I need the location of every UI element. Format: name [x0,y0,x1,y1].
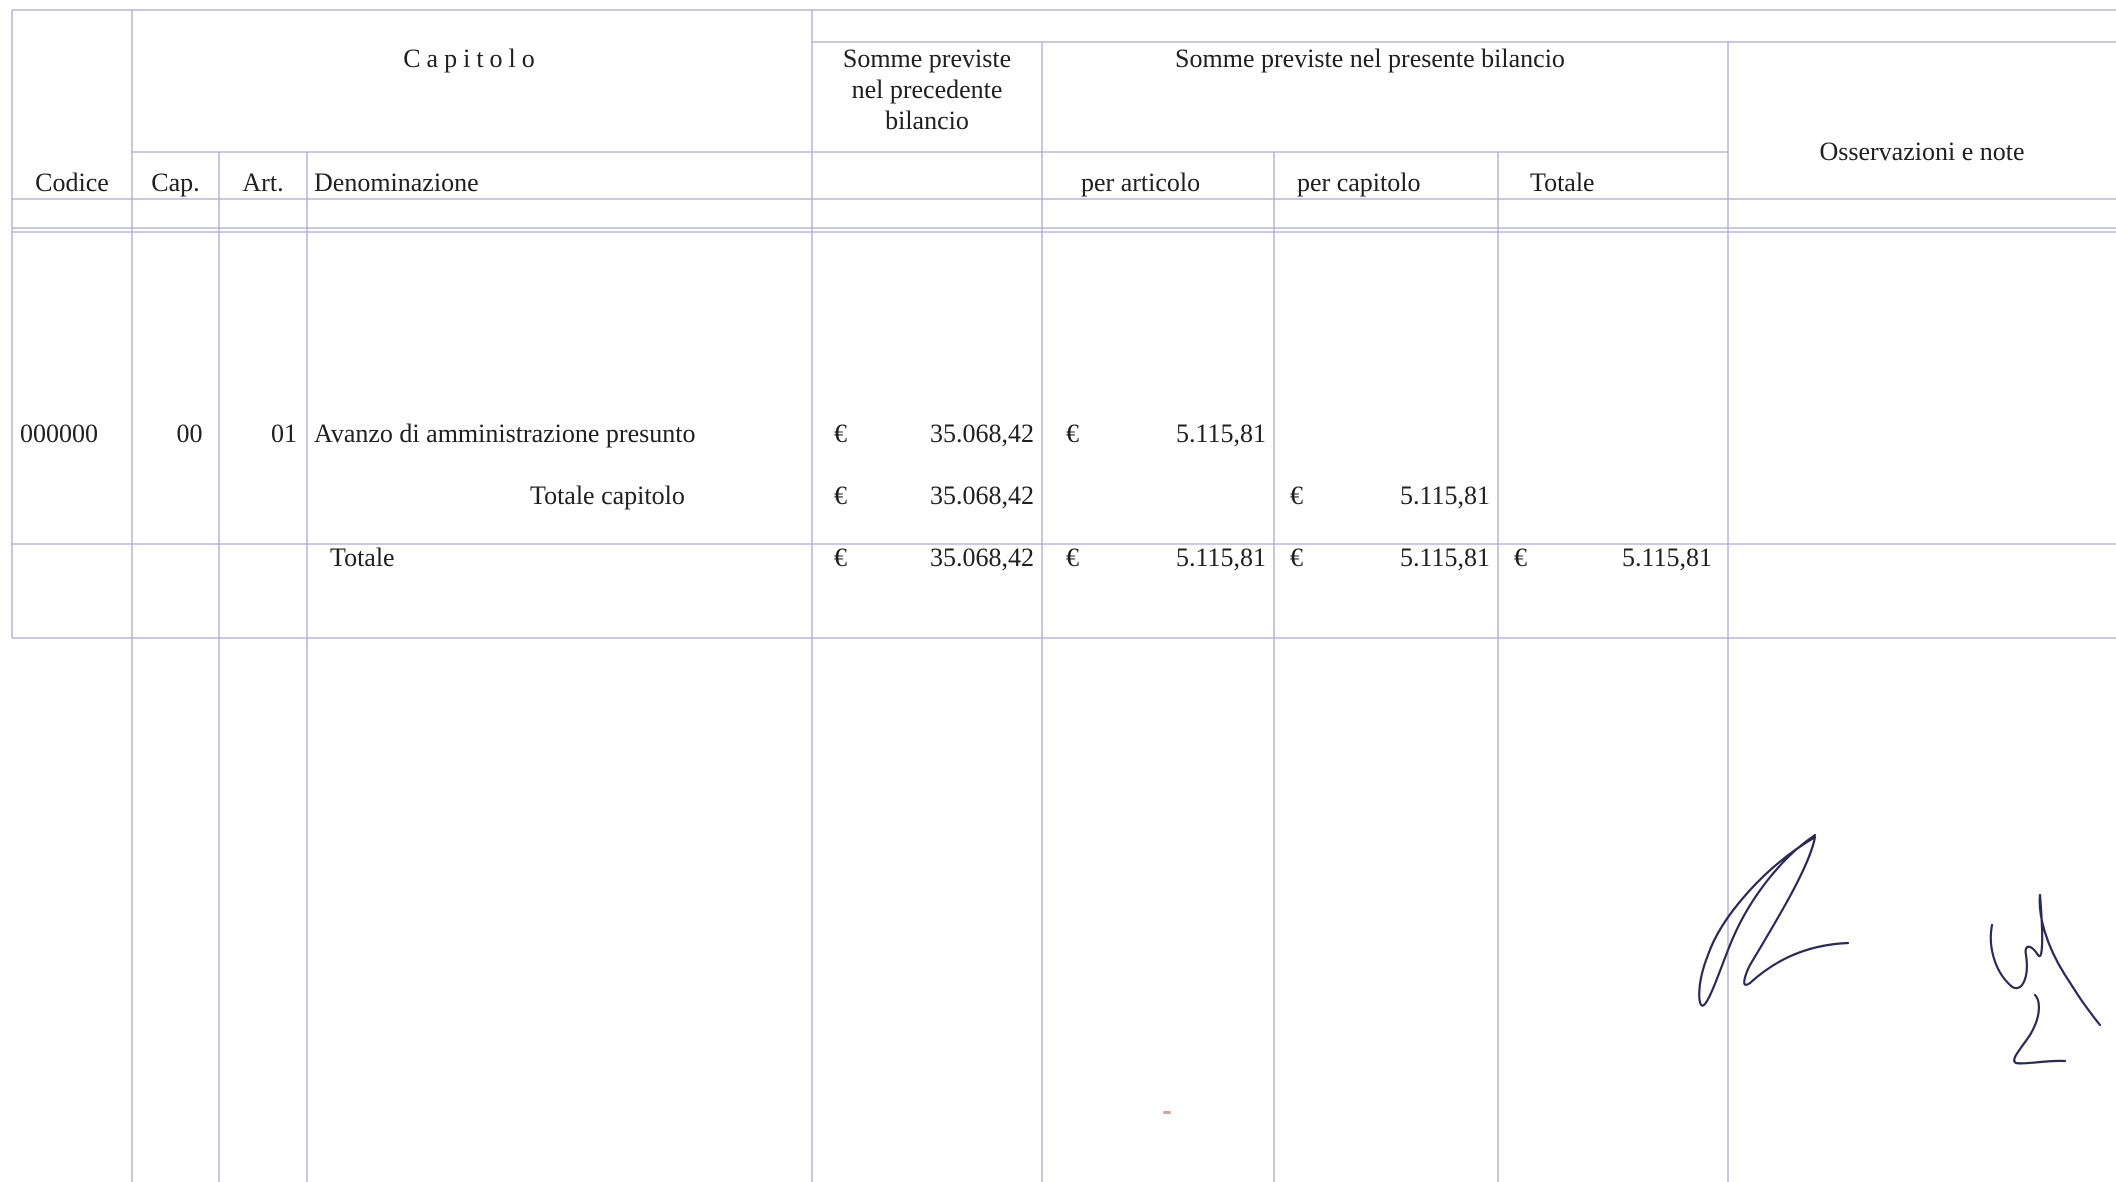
signature-1 [1690,825,1870,1025]
signature-2 [1980,885,2116,1085]
subtotal-prev-currency: € [834,481,847,510]
total-per-capitolo-currency: € [1290,543,1303,572]
total-label: Totale [330,543,395,572]
total-prev-currency: € [834,543,847,572]
total-per-capitolo-amount: 5.115,81 [1399,543,1490,572]
subtotal-per-capitolo-amount: 5.115,81 [1399,481,1490,510]
row-per-articolo-amount: 5.115,81 [1175,419,1266,448]
ink-mark [1163,1111,1171,1114]
row-codice: 000000 [20,419,98,448]
header-osservazioni: Osservazioni e note [1819,137,2025,166]
total-totale-amount: 5.115,81 [1621,543,1712,572]
total-totale-currency: € [1514,543,1527,572]
header-capitolo: Capitolo [403,44,541,73]
header-cap: Cap. [151,168,200,197]
header-curr: Somme previste nel presente bilancio [1175,44,1565,73]
header-prev-line2: nel precedente [851,75,1003,104]
row-prev-amount: 35.068,42 [930,419,1034,448]
header-prev-line3: bilancio [885,106,969,135]
row-art: 01 [271,419,297,448]
row-per-articolo-currency: € [1066,419,1079,448]
header-per-capitolo: per capitolo [1297,168,1421,197]
subtotal-prev-amount: 35.068,42 [930,481,1034,510]
row-cap: 00 [176,419,203,448]
total-prev-amount: 35.068,42 [930,543,1034,572]
header-totale: Totale [1530,168,1595,197]
header-codice: Codice [35,168,109,197]
header-denominazione: Denominazione [314,168,479,197]
subtotal-per-capitolo-currency: € [1290,481,1303,510]
total-per-articolo-amount: 5.115,81 [1175,543,1266,572]
row-prev-currency: € [834,419,847,448]
header-art: Art. [242,168,284,197]
header-per-articolo: per articolo [1081,168,1201,197]
row-denominazione: Avanzo di amministrazione presunto [314,419,696,448]
total-per-articolo-currency: € [1066,543,1079,572]
subtotal-label: Totale capitolo [530,481,685,510]
header-prev-line1: Somme previste [842,44,1012,73]
